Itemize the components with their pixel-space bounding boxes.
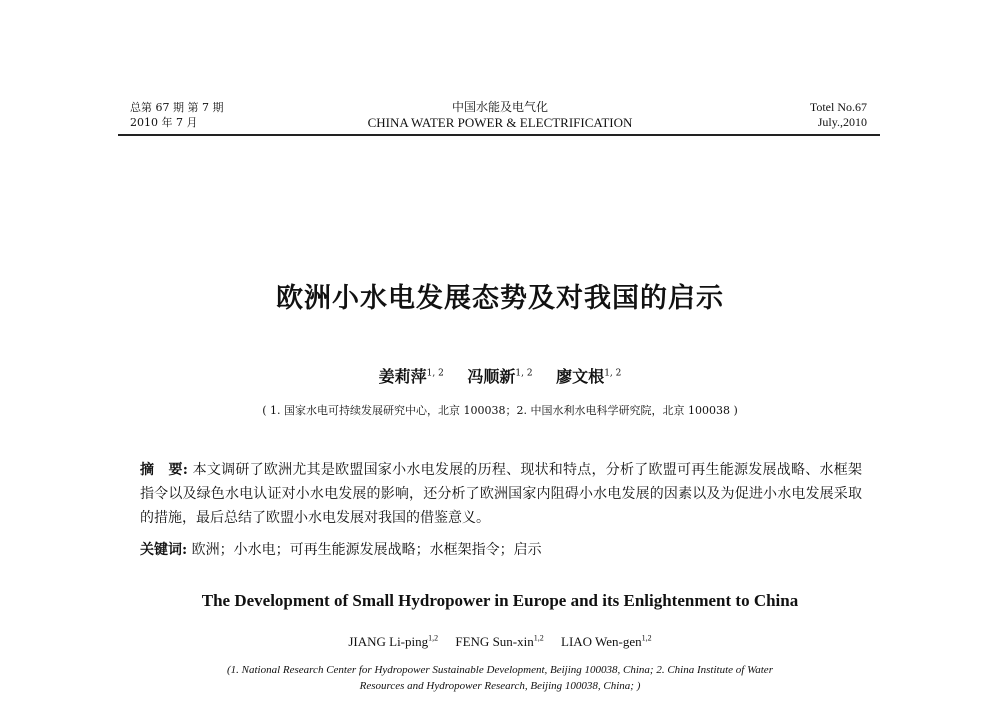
author-name: 廖文根 xyxy=(556,367,605,386)
author-cn xyxy=(379,367,444,386)
affiliation-en-line: (1. National Research Center for Hydropower Sustainable Development, Beijing 100038, China; 2. China Institute of Water xyxy=(227,664,773,676)
affiliation-cn: ( 1. 国家水电可持续发展研究中心，北京 100038；2. 中国水利水电科学研究院，北京 100038 ) xyxy=(262,404,738,417)
author-affil-mark: 1, 2 xyxy=(426,368,444,379)
author-en xyxy=(348,634,438,649)
abstract xyxy=(140,458,862,530)
author-affil-mark: 1,2 xyxy=(641,634,652,643)
author-name: 冯顺新 xyxy=(467,367,516,386)
author-name: JIANG Li-ping xyxy=(348,634,429,650)
author-name: 姜莉萍 xyxy=(378,367,427,386)
affiliation-en xyxy=(150,662,850,694)
abstract-text: 本文调研了欧洲尤其是欧盟国家小水电发展的历程、现状和特点，分析了欧盟可再生能源发展战略、水框架指令以及绿色水电认证对小水电发展的影响，还分析了欧洲国家内阻碍小水电发展的因素以及为促进小水电发展采取的措施，最后总结了欧盟小水电发展对我国的借鉴意义。 xyxy=(140,462,863,526)
author-cn xyxy=(556,367,621,386)
keywords xyxy=(140,538,542,562)
header-total-number: Totel No.67 xyxy=(809,100,867,114)
author-affil-mark: 1, 2 xyxy=(515,368,533,379)
header-divider xyxy=(118,134,880,136)
author-affil-mark: 1,2 xyxy=(533,634,544,643)
paper-title-en: The Development of Small Hydropower in Europe and its Enlightenment to China xyxy=(201,591,799,610)
header-issue-info xyxy=(130,100,223,130)
paper-title-cn: 欧洲小水电发展态势及对我国的启示 xyxy=(276,283,724,314)
header-date-en: July.,2010 xyxy=(817,115,867,129)
author-affil-mark: 1, 2 xyxy=(604,368,622,379)
affiliation-en-line: Resources and Hydropower Research, Beijing 100038, China; ) xyxy=(359,680,641,692)
header-issue-date: 2010 年 7 月 xyxy=(130,116,198,129)
journal-name-en: CHINA WATER POWER & ELECTRIFICATION xyxy=(367,115,633,130)
author-list-en xyxy=(0,634,1000,650)
header-issue-info-en xyxy=(810,100,867,130)
author-en xyxy=(561,634,652,649)
journal-name-cn: 中国水能及电气化 xyxy=(451,100,548,114)
header-journal-name xyxy=(340,100,660,130)
keywords-label: 关键词: xyxy=(140,542,188,558)
author-cn xyxy=(467,367,532,386)
header-issue-number: 总第 67 期 第 7 期 xyxy=(130,101,224,114)
author-en xyxy=(455,634,543,649)
author-list-cn xyxy=(0,364,1000,387)
keywords-text: 欧洲；小水电；可再生能源发展战略；水框架指令；启示 xyxy=(191,542,542,558)
abstract-label: 摘 要: xyxy=(140,462,188,478)
author-name: FENG Sun-xin xyxy=(455,634,534,650)
author-affil-mark: 1,2 xyxy=(428,634,439,643)
author-name: LIAO Wen-gen xyxy=(561,634,642,650)
